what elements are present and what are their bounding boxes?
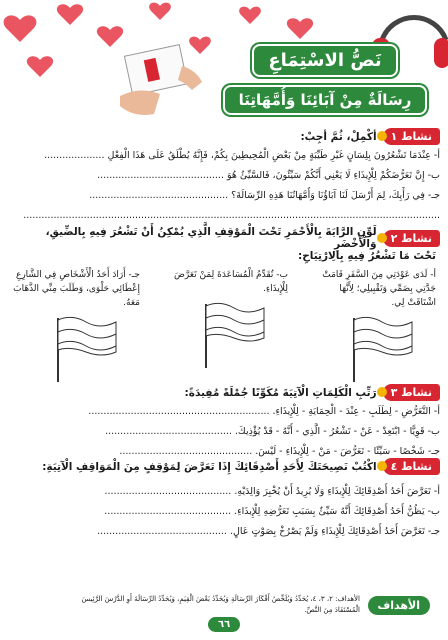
flag-item-c <box>12 268 140 368</box>
activity-1 <box>8 128 440 225</box>
objectives-label: الأهداف <box>368 596 431 615</box>
page-footer <box>8 592 440 632</box>
activity-4-item-b[interactable]: ب- يَظُنُّ أَحَدُ أَصْدِقَائِكَ أَنَّهُ سَيِّئٌ بِسَبَبِ تَعَرُّضِهِ لِلْإِيذَاءِ. .......................................... <box>104 506 440 517</box>
activity-4 <box>8 458 440 541</box>
activity-3-item-b[interactable]: ب- قَوِيًّا - ابْتَعِدْ - عَنْ - تَشْعُرُ - الَّذِي - أَنَّهُ - قَدْ يُؤْذِيكَ. .......................................... <box>105 426 440 437</box>
objectives-text: الأهداف: ٢، ٣، ٤، يُحَدِّدُ وَيُلَخِّصُ أَفْكَارَ الرِّسَالَةِ وَيُحَدِّدُ بَعْضَ الْقِيَمِ، وَيُحَدِّدُ الرِّسَالَةَ أَوِ الدَّرْسَ الرَّئِيسَ الْمُسْتَفَادَ مِنَ النَّصِّ. <box>81 595 360 614</box>
activity-1-item-c[interactable]: جـ- فِي رَأْيِكَ، لِمَ أَرْسَلَ لَنَا آبَاؤُنَا وَأُمَّهَاتُنَا هَذِهِ الرِّسَالَةَ؟ .............................................. <box>89 190 440 201</box>
lesson-title-box <box>220 44 430 115</box>
activity-3-item-a[interactable]: أ- التَّعَرُّضِ - لِطَلَبِ - عِنْدَ - الْحِمَايَةِ - لِلْإِيذَاءِ. ............................................................ <box>88 406 440 417</box>
activity-1-header <box>8 128 440 145</box>
activity-3-header <box>8 384 440 401</box>
activity-4-item-a[interactable]: أ- تَعَرَّضَ أَحَدُ أَصْدِقَائِكَ لِلْإِيذَاءِ وَلَا يُرِيدُ أَنْ يُخْبِرَ وَالِدَيْهِ. .......................................... <box>104 486 440 497</box>
flag-item-b <box>160 268 288 368</box>
activity-4-badge: نشاط ٤ <box>383 458 440 475</box>
activity-4-header <box>8 458 440 475</box>
activity-1-item-b[interactable]: ب- إِنَّ تَعَرُّضَكُمْ لِلْإِيذَاءِ لَا يَعْنِي أَنَّكُمْ سَيِّئُونَ، فَالسَّيِّئُ هُوَ .......................................... <box>97 170 440 181</box>
header-banner <box>0 0 448 128</box>
activity-1-answer-line[interactable]: .......................................................................................................................................... <box>23 210 440 221</box>
activity-1-title: أكْمِلْ، ثُمَّ أجِبْ: <box>300 130 377 143</box>
activity-3-item-c[interactable]: جـ- شَخْصًا - سَيِّئًا - تَعَرُّضَ - مَنْ - لِلْإِيذَاءِ - لَيْسَ. ............................................ <box>119 446 440 457</box>
activity-1-badge: نشاط ١ <box>383 128 440 145</box>
flag-item-a <box>308 268 436 368</box>
flag-item-c-text: جـ- أَرَادَ أَحَدُ الْأَشْخَاصِ فِي الشَّارِعِ إِعْطَائِي حَلْوَى، وَطَلَبَ مِنِّي الذَّهَابَ مَعَهُ. <box>13 270 140 308</box>
activity-2-header <box>8 226 440 250</box>
activity-2-title-line2: تَحْتَ مَا تَشْعُرُ فِيهِ بِالِارْتِيَاحِ: <box>298 250 436 262</box>
activity-1-item-a[interactable]: أ- عِنْدَمَا تَشْعُرُونَ بِلِسَانٍ غَيْرِ طَيِّبَةٍ مِنْ بَعْضِ الْمُحِيطِينَ بِكُمْ، فَإِنَّهُ يُطْلَقُ عَلَى هَذَا الْفِعْلِ .................... <box>44 150 440 161</box>
flag-a-icon[interactable] <box>346 314 416 384</box>
lesson-subtitle: رِسَالَةٌ مِنْ آبَائِنَا وَأُمَّهَاتِنَا <box>223 85 428 115</box>
page-number: ٦٦ <box>208 617 240 632</box>
activity-2-badge: نشاط ٢ <box>383 230 440 247</box>
flag-item-a-text: أ- لَدَى عَوْدَتِي مِنَ السَّفَرِ قَامَتْ جَدَّتِي بِضَمِّي وَتَقْبِيلِي؛ لِأَنَّهَا اشْتَاقَتْ لِي. <box>322 270 436 308</box>
activity-2-flags <box>12 268 436 368</box>
activity-4-item-c[interactable]: جـ- تَعَرَّضَ أَحَدُ أَصْدِقَائِكَ لِلْإِيذَاءِ وَلَمْ يَصْرُخْ بِصَوْتٍ عَالٍ. ........................................... <box>97 526 440 537</box>
activity-3-title: رَتِّبِ الْكَلِمَاتِ الْآتِيَةَ مُكَوِّنًا جُمْلَةً مُفِيدَةً: <box>184 386 377 399</box>
activity-4-title: اكْتُبْ نَصِيحَتَكَ لِأَحَدِ أَصْدِقَائِكَ إِذَا تَعَرَّضَ لِمَوْقِفٍ مِنَ الْمَوَاقِفِ الْآتِيَةِ: <box>42 460 377 473</box>
activity-2 <box>8 226 440 262</box>
activity-2-title: لَوِّنِ الرَّايَةَ بِالْأَحْمَرِ تَحْتَ الْمَوْقِفِ الَّذِي يُمْكِنُ أَنْ تَشْعُرَ فِيهِ بِالضِّيقِ، وَالْأَخْضَرِ <box>45 226 377 250</box>
flag-c-icon[interactable] <box>50 314 120 384</box>
activity-3-badge: نشاط ٣ <box>383 384 440 401</box>
lesson-title: نَصُّ الاسْتِمَاعِ <box>252 44 397 77</box>
flag-b-icon[interactable] <box>198 300 268 370</box>
flag-item-b-text: ب- تُقَدِّمُ الْمُسَاعَدَةَ لِمَنْ تَعَرَّضَ لِلْإِيذَاءِ. <box>173 270 288 294</box>
activity-3 <box>8 384 440 461</box>
